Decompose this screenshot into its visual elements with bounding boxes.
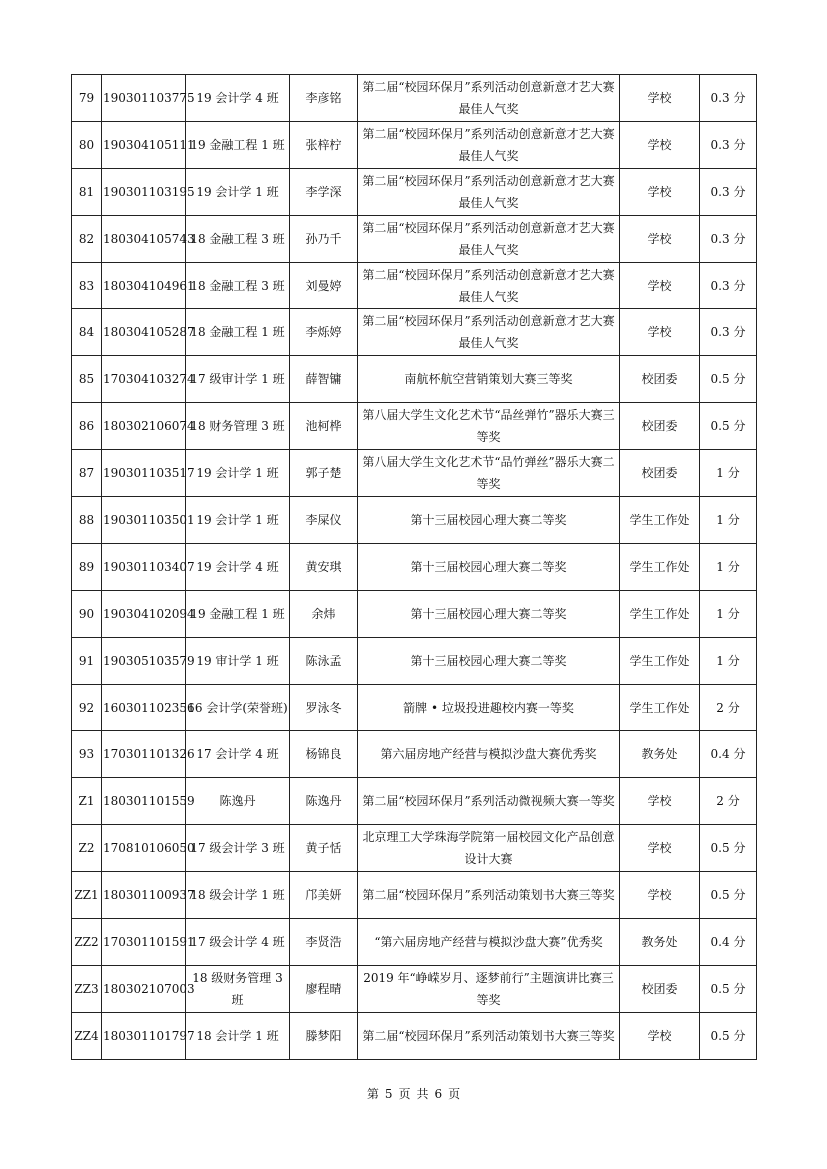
cell-student-id: 180302106074 xyxy=(102,403,186,450)
cell-student-id: 180301100937 xyxy=(102,872,186,919)
cell-student-name: 李彦铭 xyxy=(290,75,358,122)
cell-class: 18 级会计学 1 班 xyxy=(186,872,290,919)
cell-student-name: 李贤浩 xyxy=(290,919,358,966)
cell-organizer: 学校 xyxy=(620,825,700,872)
cell-student-name: 滕梦阳 xyxy=(290,1012,358,1059)
cell-organizer: 学校 xyxy=(620,215,700,262)
cell-student-id: 180302107003 xyxy=(102,965,186,1012)
cell-student-name: 陈泳孟 xyxy=(290,637,358,684)
cell-class: 18 金融工程 3 班 xyxy=(186,215,290,262)
cell-number: ZZ1 xyxy=(72,872,102,919)
cell-number: ZZ4 xyxy=(72,1012,102,1059)
cell-award: 第十三届校园心理大赛二等奖 xyxy=(358,497,620,544)
cell-organizer: 学校 xyxy=(620,75,700,122)
cell-class: 19 会计学 1 班 xyxy=(186,168,290,215)
footer-total-pages: 6 xyxy=(434,1087,443,1101)
cell-score: 0.4 分 xyxy=(700,731,757,778)
cell-class: 19 会计学 1 班 xyxy=(186,450,290,497)
cell-score: 0.5 分 xyxy=(700,356,757,403)
cell-student-name: 李烁婷 xyxy=(290,309,358,356)
table-row xyxy=(72,872,757,919)
footer-total-label: 共 xyxy=(416,1087,429,1101)
cell-award: 第十三届校园心理大赛二等奖 xyxy=(358,590,620,637)
cell-class: 16 会计学(荣誉班) xyxy=(186,684,290,731)
cell-student-id: 170810106050 xyxy=(102,825,186,872)
cell-award: 第二届“校园环保月”系列活动策划书大赛三等奖 xyxy=(358,872,620,919)
table-row xyxy=(72,403,757,450)
cell-score: 2 分 xyxy=(700,684,757,731)
footer-prefix: 第 xyxy=(366,1087,379,1101)
cell-student-id: 190301103195 xyxy=(102,168,186,215)
table-row xyxy=(72,731,757,778)
cell-organizer: 学生工作处 xyxy=(620,543,700,590)
cell-number: Z2 xyxy=(72,825,102,872)
cell-score: 0.3 分 xyxy=(700,121,757,168)
cell-student-id: 190304105111 xyxy=(102,121,186,168)
cell-award: 北京理工大学珠海学院第一届校园文化产品创意设计大赛 xyxy=(358,825,620,872)
cell-student-name: 罗泳冬 xyxy=(290,684,358,731)
cell-student-name: 池柯桦 xyxy=(290,403,358,450)
cell-organizer: 学生工作处 xyxy=(620,684,700,731)
cell-award: 南航杯航空营销策划大赛三等奖 xyxy=(358,356,620,403)
cell-score: 2 分 xyxy=(700,778,757,825)
cell-student-id: 180304105743 xyxy=(102,215,186,262)
footer-suffix: 页 xyxy=(448,1087,461,1101)
cell-score: 1 分 xyxy=(700,450,757,497)
cell-student-id: 180301101797 xyxy=(102,1012,186,1059)
cell-class: 19 金融工程 1 班 xyxy=(186,590,290,637)
cell-organizer: 校团委 xyxy=(620,450,700,497)
cell-organizer: 教务处 xyxy=(620,731,700,778)
page-footer xyxy=(0,1085,827,1102)
cell-score: 1 分 xyxy=(700,590,757,637)
cell-class: 17 级会计学 4 班 xyxy=(186,919,290,966)
cell-score: 0.3 分 xyxy=(700,75,757,122)
cell-organizer: 学校 xyxy=(620,309,700,356)
cell-student-id: 170301101591 xyxy=(102,919,186,966)
cell-award: 箭牌 • 垃圾投进趣校内赛一等奖 xyxy=(358,684,620,731)
cell-number: 86 xyxy=(72,403,102,450)
cell-student-name: 刘曼婷 xyxy=(290,262,358,309)
cell-award: 第二届“校园环保月”系列活动创意新意才艺大赛最佳人气奖 xyxy=(358,121,620,168)
cell-award: 第二届“校园环保月”系列活动微视频大赛一等奖 xyxy=(358,778,620,825)
cell-award: 第六届房地产经营与模拟沙盘大赛优秀奖 xyxy=(358,731,620,778)
table-row xyxy=(72,590,757,637)
cell-class: 18 会计学 1 班 xyxy=(186,1012,290,1059)
cell-student-id: 190304102094 xyxy=(102,590,186,637)
cell-student-id: 190301103501 xyxy=(102,497,186,544)
cell-organizer: 学生工作处 xyxy=(620,637,700,684)
cell-student-id: 190301103517 xyxy=(102,450,186,497)
cell-organizer: 学校 xyxy=(620,1012,700,1059)
cell-number: 90 xyxy=(72,590,102,637)
cell-number: 82 xyxy=(72,215,102,262)
cell-score: 1 分 xyxy=(700,637,757,684)
cell-student-id: 190301103407 xyxy=(102,543,186,590)
footer-page-number: 5 xyxy=(384,1087,393,1101)
table-row xyxy=(72,637,757,684)
cell-class: 17 会计学 4 班 xyxy=(186,731,290,778)
table-row xyxy=(72,75,757,122)
cell-number: 91 xyxy=(72,637,102,684)
cell-number: 89 xyxy=(72,543,102,590)
cell-class: 18 金融工程 1 班 xyxy=(186,309,290,356)
table-row xyxy=(72,356,757,403)
cell-number: 88 xyxy=(72,497,102,544)
cell-class: 陈逸丹 xyxy=(186,778,290,825)
cell-number: 87 xyxy=(72,450,102,497)
cell-award: “第六届房地产经营与模拟沙盘大赛”优秀奖 xyxy=(358,919,620,966)
table-row xyxy=(72,450,757,497)
table-row xyxy=(72,1012,757,1059)
cell-award: 第八届大学生文化艺术节“品竹弹丝”器乐大赛二等奖 xyxy=(358,450,620,497)
cell-organizer: 校团委 xyxy=(620,403,700,450)
cell-number: 79 xyxy=(72,75,102,122)
cell-student-name: 薛智镛 xyxy=(290,356,358,403)
cell-number: 80 xyxy=(72,121,102,168)
cell-organizer: 学校 xyxy=(620,121,700,168)
cell-score: 0.5 分 xyxy=(700,403,757,450)
cell-organizer: 教务处 xyxy=(620,919,700,966)
cell-number: ZZ2 xyxy=(72,919,102,966)
cell-organizer: 学生工作处 xyxy=(620,590,700,637)
cell-student-id: 190305103579 xyxy=(102,637,186,684)
table-row xyxy=(72,684,757,731)
cell-score: 0.5 分 xyxy=(700,825,757,872)
table-row xyxy=(72,778,757,825)
footer-page-label: 页 xyxy=(398,1087,411,1101)
cell-student-id: 180301101559 xyxy=(102,778,186,825)
cell-student-name: 廖程晴 xyxy=(290,965,358,1012)
cell-number: ZZ3 xyxy=(72,965,102,1012)
table-row xyxy=(72,965,757,1012)
cell-award: 第十三届校园心理大赛二等奖 xyxy=(358,637,620,684)
cell-class: 19 会计学 4 班 xyxy=(186,543,290,590)
cell-score: 0.5 分 xyxy=(700,1012,757,1059)
cell-student-name: 李学深 xyxy=(290,168,358,215)
cell-student-name: 陈逸丹 xyxy=(290,778,358,825)
cell-number: Z1 xyxy=(72,778,102,825)
table-row xyxy=(72,309,757,356)
table-row xyxy=(72,497,757,544)
cell-organizer: 学校 xyxy=(620,872,700,919)
table-row xyxy=(72,262,757,309)
cell-award: 第十三届校园心理大赛二等奖 xyxy=(358,543,620,590)
cell-number: 93 xyxy=(72,731,102,778)
table-row xyxy=(72,168,757,215)
cell-score: 0.5 分 xyxy=(700,965,757,1012)
cell-score: 0.3 分 xyxy=(700,215,757,262)
cell-number: 84 xyxy=(72,309,102,356)
cell-student-name: 李屎仪 xyxy=(290,497,358,544)
table-row xyxy=(72,825,757,872)
cell-student-id: 170301101326 xyxy=(102,731,186,778)
cell-award: 第二届“校园环保月”系列活动创意新意才艺大赛最佳人气奖 xyxy=(358,75,620,122)
cell-class: 18 级财务管理 3 班 xyxy=(186,965,290,1012)
cell-class: 17 级会计学 3 班 xyxy=(186,825,290,872)
table-row xyxy=(72,215,757,262)
cell-student-id: 180304104961 xyxy=(102,262,186,309)
cell-class: 17 级审计学 1 班 xyxy=(186,356,290,403)
cell-class: 19 审计学 1 班 xyxy=(186,637,290,684)
cell-class: 18 金融工程 3 班 xyxy=(186,262,290,309)
cell-class: 19 金融工程 1 班 xyxy=(186,121,290,168)
cell-class: 19 会计学 1 班 xyxy=(186,497,290,544)
cell-award: 第二届“校园环保月”系列活动创意新意才艺大赛最佳人气奖 xyxy=(358,215,620,262)
cell-score: 1 分 xyxy=(700,543,757,590)
cell-score: 0.3 分 xyxy=(700,168,757,215)
cell-organizer: 校团委 xyxy=(620,965,700,1012)
cell-number: 92 xyxy=(72,684,102,731)
cell-organizer: 校团委 xyxy=(620,356,700,403)
cell-student-id: 190301103775 xyxy=(102,75,186,122)
cell-student-name: 孙乃千 xyxy=(290,215,358,262)
cell-score: 0.3 分 xyxy=(700,262,757,309)
cell-score: 1 分 xyxy=(700,497,757,544)
cell-student-id: 160301102356 xyxy=(102,684,186,731)
cell-number: 81 xyxy=(72,168,102,215)
cell-score: 0.3 分 xyxy=(700,309,757,356)
cell-student-name: 张梓柠 xyxy=(290,121,358,168)
cell-award: 第八届大学生文化艺术节“品丝弹竹”器乐大赛三等奖 xyxy=(358,403,620,450)
cell-number: 83 xyxy=(72,262,102,309)
cell-organizer: 学校 xyxy=(620,262,700,309)
cell-score: 0.4 分 xyxy=(700,919,757,966)
cell-score: 0.5 分 xyxy=(700,872,757,919)
cell-organizer: 学校 xyxy=(620,778,700,825)
cell-student-name: 余炜 xyxy=(290,590,358,637)
cell-class: 18 财务管理 3 班 xyxy=(186,403,290,450)
cell-award: 第二届“校园环保月”系列活动创意新意才艺大赛最佳人气奖 xyxy=(358,168,620,215)
cell-organizer: 学校 xyxy=(620,168,700,215)
cell-class: 19 会计学 4 班 xyxy=(186,75,290,122)
cell-student-name: 黄安琪 xyxy=(290,543,358,590)
cell-student-id: 170304103274 xyxy=(102,356,186,403)
cell-student-name: 黄子恬 xyxy=(290,825,358,872)
cell-student-name: 邝美妍 xyxy=(290,872,358,919)
cell-award: 第二届“校园环保月”系列活动创意新意才艺大赛最佳人气奖 xyxy=(358,309,620,356)
cell-award: 第二届“校园环保月”系列活动创意新意才艺大赛最佳人气奖 xyxy=(358,262,620,309)
cell-student-name: 郭子楚 xyxy=(290,450,358,497)
cell-student-name: 杨锦良 xyxy=(290,731,358,778)
cell-organizer: 学生工作处 xyxy=(620,497,700,544)
cell-award: 第二届“校园环保月”系列活动策划书大赛三等奖 xyxy=(358,1012,620,1059)
cell-award: 2019 年“峥嵘岁月、逐梦前行”主题演讲比赛三等奖 xyxy=(358,965,620,1012)
awards-table xyxy=(71,74,757,1060)
cell-number: 85 xyxy=(72,356,102,403)
table-row xyxy=(72,543,757,590)
table-row xyxy=(72,919,757,966)
table-row xyxy=(72,121,757,168)
cell-student-id: 180304105287 xyxy=(102,309,186,356)
